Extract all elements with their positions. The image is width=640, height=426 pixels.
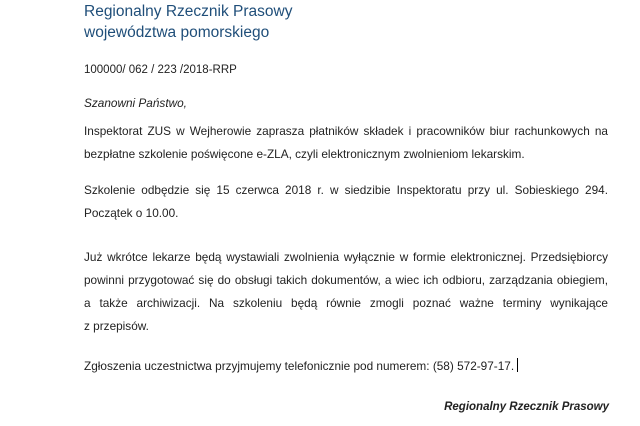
paragraph-line: bezpłatne szkolenie poświęcone e-ZLA, czyli elektronicznym zwolnieniom lekarskim. bbox=[84, 147, 525, 161]
text-cursor bbox=[517, 358, 518, 372]
paragraph-registration bbox=[84, 355, 608, 378]
letterhead-subtitle: województwa pomorskiego bbox=[84, 24, 270, 41]
paragraph-invitation bbox=[84, 120, 608, 166]
paragraph-line: Szkolenie odbędzie się 15 czerwca 2018 r. w siedzibie Inspektoratu przy ul. Sobieskiego 294. bbox=[84, 183, 608, 197]
paragraph-line: Inspektorat ZUS w Wejherowie zaprasza płatników składek i pracowników biur rachunkowych na bbox=[84, 124, 608, 138]
letterhead-title: Regionalny Rzecznik Prasowy bbox=[84, 3, 293, 20]
paragraph-details bbox=[84, 246, 608, 338]
paragraph-line: z przepisów. bbox=[84, 319, 149, 333]
paragraph-line: Zgłoszenia uczestnictwa przyjmujemy telefonicznie pod numerem: (58) 572-97-17. bbox=[84, 359, 515, 373]
paragraph-date bbox=[84, 179, 608, 225]
reference-number: 100000/ 062 / 223 /2018-RRP bbox=[84, 64, 237, 76]
paragraph-line: powinni przygotować się do obsługi takich dokumentów, a wiec ich odbioru, zarządzania obiegiem, bbox=[84, 273, 608, 287]
paragraph-line: Początek o 10.00. bbox=[84, 206, 179, 220]
paragraph-line: Już wkrótce lekarze będą wystawiali zwolnienia wyłącznie w formie elektronicznej. Przedsiębiorcy bbox=[84, 250, 608, 264]
letterhead bbox=[84, 1, 292, 43]
paragraph-line: a także archiwizacji. Na szkoleniu będą równie zmogli poznać ważne terminy wynikające bbox=[84, 296, 608, 310]
signature: Regionalny Rzecznik Prasowy bbox=[444, 401, 609, 413]
salutation: Szanowni Państwo, bbox=[84, 96, 187, 110]
